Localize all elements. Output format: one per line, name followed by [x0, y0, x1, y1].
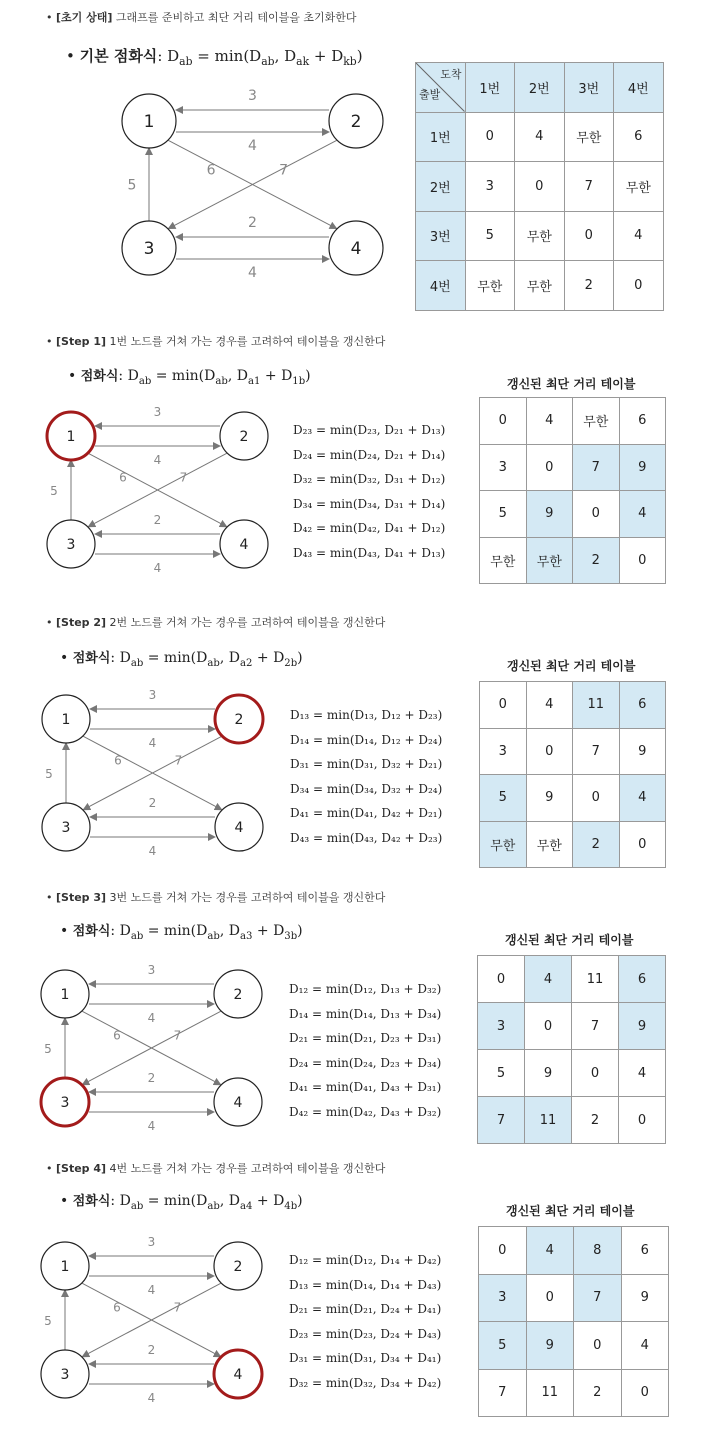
equation-line: D₃₂ = min(D₃₂, D₃₁ + D₁₂)	[293, 472, 446, 486]
section-tag: [Step 2]	[56, 616, 107, 629]
table-cell: 7	[573, 728, 620, 775]
corner-label-dest: 도착	[440, 68, 462, 81]
edge-weight-label: 7	[279, 162, 289, 179]
edge-weight-label: 7	[173, 1028, 182, 1043]
section-tag: [Step 1]	[56, 335, 107, 348]
formula-expression: : $D_{ab} = \min(D_{ab}$, $D_{a2} + D_{2b}$)	[110, 650, 303, 669]
table-cell: 3	[480, 728, 527, 775]
edge-weight-label: 5	[44, 1314, 52, 1328]
equation-line: D₄₁ = min(D₄₁, D₄₃ + D₃₁)	[289, 1080, 442, 1094]
section-heading-text: 1번 노드를 거쳐 가는 경우를 고려하여 테이블을 갱신한다	[106, 335, 386, 348]
table-header-row	[416, 63, 664, 113]
equation-line: D₄₁ = min(D₄₁, D₄₂ + D₂₁)	[290, 806, 443, 820]
bullet-dot-icon: •	[46, 335, 56, 348]
table-cell: 0	[525, 1003, 572, 1050]
table-cell: 0	[621, 1369, 669, 1417]
table-cell: 0	[614, 261, 664, 311]
table-row	[480, 491, 666, 538]
table-row	[480, 775, 666, 822]
equation-line: D₄₂ = min(D₄₂, D₄₃ + D₃₂)	[289, 1104, 442, 1119]
distance-table	[478, 1226, 669, 1417]
table-cell: 9	[525, 1050, 572, 1097]
table-caption: 갱신된 최단 거리 테이블	[505, 933, 634, 947]
node-label: 2	[239, 429, 249, 445]
table-cell: 11	[572, 956, 619, 1003]
edge-weight-label: 7	[179, 470, 188, 485]
table-cell-updated: 3	[479, 1274, 527, 1322]
bullet-dot-icon: •	[46, 1162, 56, 1175]
section-heading	[46, 333, 385, 349]
node-label: 4	[239, 537, 249, 553]
table-cell-updated: 9	[526, 491, 573, 538]
table-cell: 0	[465, 112, 515, 162]
table-cell: 6	[621, 1227, 669, 1275]
equation-line: D₄₂ = min(D₄₂, D₄₁ + D₁₂)	[293, 521, 446, 535]
table-cell: 7	[479, 1369, 527, 1417]
table-row	[480, 821, 666, 868]
table-cell: 0	[619, 1097, 666, 1144]
update-equations	[293, 418, 445, 565]
table-cell: 5	[478, 1050, 525, 1097]
bullet-dot-icon: •	[60, 1193, 73, 1209]
bullet-dot-icon: •	[46, 891, 56, 904]
table-cell-updated: 9	[619, 444, 666, 491]
table-cell-updated: 9	[619, 1003, 666, 1050]
table-row	[480, 537, 666, 584]
table-cell: 0	[572, 1050, 619, 1097]
edge-weight-label: 2	[153, 513, 162, 527]
recurrence-formula	[60, 1190, 303, 1212]
row-header: 3번	[416, 211, 466, 261]
row-header: 1번	[416, 112, 466, 162]
node-label: 3	[60, 1367, 70, 1383]
table-cell: 무한	[614, 162, 664, 212]
equation-line: D₃₄ = min(D₃₄, D₃₂ + D₂₄)	[290, 781, 443, 796]
equation-line: D₂₃ = min(D₂₃, D₂₁ + D₁₃)	[293, 423, 446, 437]
edge-weight-label: 3	[147, 963, 156, 977]
corner-label-src: 출발	[419, 88, 441, 101]
node-label: 4	[234, 820, 244, 836]
row-header: 4번	[416, 261, 466, 311]
table-cell: 0	[573, 491, 620, 538]
node-label: 2	[350, 112, 362, 132]
equation-line: D₄₃ = min(D₄₃, D₄₁ + D₁₃)	[293, 545, 446, 560]
table-row	[416, 162, 664, 212]
table-cell: 무한	[564, 112, 614, 162]
table-cell: 9	[619, 728, 666, 775]
edge-weight-label: 5	[44, 1042, 52, 1056]
table-cell: 무한	[515, 261, 565, 311]
equation-line: D₂₃ = min(D₂₃, D₂₄ + D₄₃)	[289, 1326, 442, 1341]
table-row	[479, 1322, 669, 1370]
table-cell: 3	[465, 162, 515, 212]
column-header: 2번	[515, 63, 565, 113]
equation-line: D₃₁ = min(D₃₁, D₃₂ + D₂₁)	[290, 757, 443, 771]
node-label: 2	[234, 712, 244, 728]
formula-expression: : $D_{ab} = \min(D_{ab}$, $D_{a1} + D_{1b}$)	[118, 368, 311, 387]
edge-weight-label: 4	[248, 265, 257, 281]
table-row	[480, 398, 666, 445]
formula-expression: : $D_{ab} = \min(D_{ab}$, $D_{a3} + D_{3b}$)	[110, 923, 303, 942]
recurrence-formula	[60, 647, 303, 669]
node-label: 2	[233, 1259, 243, 1275]
edge-weight-label: 5	[45, 767, 53, 781]
column-header: 3번	[564, 63, 614, 113]
table-cell: 무한	[573, 398, 620, 445]
equation-line: D₁₃ = min(D₁₄, D₁₄ + D₄₃)	[289, 1277, 442, 1292]
table-cell: 2	[564, 261, 614, 311]
table-row	[480, 728, 666, 775]
edge-weight-label: 4	[147, 1011, 156, 1025]
table-row	[478, 1050, 666, 1097]
equation-line: D₁₄ = min(D₁₄, D₁₂ + D₂₄)	[290, 732, 443, 747]
edge-weight-label: 3	[147, 1235, 156, 1249]
equation-line: D₂₁ = min(D₂₁, D₂₄ + D₄₁)	[289, 1302, 442, 1316]
edge-weight-label: 6	[114, 753, 122, 768]
table-cell-updated: 7	[478, 1097, 525, 1144]
table-cell-updated: 11	[525, 1097, 572, 1144]
node-label: 1	[143, 112, 155, 132]
table-cell: 0	[479, 1227, 527, 1275]
edge-weight-label: 4	[148, 736, 157, 750]
table-cell-updated: 무한	[526, 537, 573, 584]
table-cell-updated: 3	[478, 1003, 525, 1050]
table-row	[416, 211, 664, 261]
distance-table	[415, 62, 664, 311]
table-corner-cell	[416, 63, 466, 113]
node-label: 3	[60, 1095, 70, 1111]
table-cell: 무한	[526, 821, 573, 868]
table-cell-updated: 6	[619, 956, 666, 1003]
edge-weight-label: 4	[248, 138, 257, 154]
section-tag: [Step 4]	[56, 1162, 107, 1175]
table-cell: 0	[478, 956, 525, 1003]
node-label: 1	[61, 712, 71, 728]
edge-weight-label: 2	[148, 796, 157, 810]
edge-weight-label: 4	[147, 1391, 156, 1405]
formula-label: 점화식	[72, 651, 111, 666]
bullet-dot-icon: •	[46, 11, 56, 24]
table-row	[416, 112, 664, 162]
section-heading-text: 그래프를 준비하고 최단 거리 테이블을 초기화한다	[112, 11, 357, 24]
table-cell: 4	[614, 211, 664, 261]
table-row	[480, 682, 666, 729]
row-header: 2번	[416, 162, 466, 212]
edge-weight-label: 5	[127, 177, 137, 194]
bullet-dot-icon: •	[46, 616, 56, 629]
table-cell: 5	[465, 211, 515, 261]
table-row	[479, 1274, 669, 1322]
graph-diagram	[40, 688, 265, 858]
table-cell-updated: 무한	[480, 821, 527, 868]
edge-weight-label: 4	[147, 1283, 156, 1297]
table-cell: 0	[619, 821, 666, 868]
table-cell: 무한	[465, 261, 515, 311]
formula-expression: : $D_{ab} = \min(D_{ab}$, $D_{a4} + D_{4b}$)	[110, 1193, 303, 1212]
table-cell-updated: 4	[526, 1227, 574, 1275]
section-heading-text: 3번 노드를 거쳐 가는 경우를 고려하여 테이블을 갱신한다	[106, 891, 386, 904]
table-cell: 5	[480, 491, 527, 538]
node-label: 4	[350, 239, 362, 259]
table-cell: 4	[621, 1322, 669, 1370]
bullet-dot-icon: •	[60, 923, 73, 939]
bullet-dot-icon: •	[66, 47, 80, 65]
graph-diagram	[120, 88, 385, 281]
table-caption: 갱신된 최단 거리 테이블	[506, 1204, 635, 1218]
graph-diagram	[45, 405, 270, 575]
table-cell-updated: 4	[525, 956, 572, 1003]
recurrence-formula	[60, 920, 303, 942]
table-row	[479, 1369, 669, 1417]
table-cell: 0	[574, 1322, 622, 1370]
node-label: 3	[66, 537, 76, 553]
table-row	[478, 1003, 666, 1050]
section-tag: [초기 상태]	[56, 11, 113, 24]
table-cell-updated: 7	[573, 444, 620, 491]
table-cell-updated: 4	[619, 491, 666, 538]
table-cell: 7	[564, 162, 614, 212]
section-heading	[46, 889, 385, 905]
node-label: 3	[143, 239, 155, 259]
edge-weight-label: 3	[148, 688, 157, 702]
table-cell-updated: 2	[573, 821, 620, 868]
table-cell: 0	[526, 728, 573, 775]
table-cell: 4	[619, 1050, 666, 1097]
table-cell: 0	[480, 398, 527, 445]
edge-weight-label: 3	[248, 88, 257, 104]
equation-line: D₂₁ = min(D₂₁, D₂₃ + D₃₁)	[289, 1031, 442, 1045]
bullet-dot-icon: •	[60, 650, 73, 666]
equation-line: D₁₂ = min(D₁₂, D₁₃ + D₃₂)	[289, 982, 442, 996]
recurrence-formula	[66, 45, 363, 68]
table-cell-updated: 11	[573, 682, 620, 729]
section-heading	[46, 9, 357, 25]
edge-weight-label: 4	[147, 1119, 156, 1133]
equation-line: D₄₃ = min(D₄₃, D₄₂ + D₂₃)	[290, 830, 443, 845]
table-cell: 2	[572, 1097, 619, 1144]
edge-weight-label: 4	[153, 453, 162, 467]
equation-line: D₃₄ = min(D₃₄, D₃₁ + D₁₄)	[293, 496, 446, 511]
node-label: 4	[233, 1367, 243, 1383]
table-cell-updated: 7	[574, 1274, 622, 1322]
table-cell: 9	[526, 775, 573, 822]
table-cell-updated: 5	[479, 1322, 527, 1370]
table-cell: 11	[526, 1369, 574, 1417]
table-caption: 갱신된 최단 거리 테이블	[507, 659, 636, 673]
table-cell: 3	[480, 444, 527, 491]
table-cell: 7	[572, 1003, 619, 1050]
node-label: 1	[60, 1259, 70, 1275]
equation-line: D₃₂ = min(D₃₂, D₃₄ + D₄₂)	[289, 1375, 442, 1390]
edge-weight-label: 6	[113, 1300, 121, 1315]
table-cell-updated: 8	[574, 1227, 622, 1275]
table-cell: 4	[515, 112, 565, 162]
table-cell-updated: 4	[619, 775, 666, 822]
section-tag: [Step 3]	[56, 891, 107, 904]
edge-weight-label: 6	[113, 1028, 121, 1043]
edge-weight-label: 2	[147, 1071, 156, 1085]
equation-line: D₃₁ = min(D₃₁, D₃₄ + D₄₁)	[289, 1351, 442, 1365]
recurrence-formula	[68, 365, 311, 387]
equation-line: D₁₂ = min(D₁₂, D₁₄ + D₄₂)	[289, 1253, 442, 1267]
section-heading	[46, 1160, 385, 1176]
graph-diagram	[39, 1235, 264, 1405]
section-heading-text: 4번 노드를 거쳐 가는 경우를 고려하여 테이블을 갱신한다	[106, 1162, 386, 1175]
table-cell: 2	[574, 1369, 622, 1417]
table-cell: 0	[515, 162, 565, 212]
edge-weight-label: 6	[206, 162, 216, 179]
table-cell: 0	[573, 775, 620, 822]
table-row	[416, 261, 664, 311]
distance-table	[477, 955, 666, 1144]
column-header: 4번	[614, 63, 664, 113]
update-equations	[289, 1248, 441, 1395]
edge-weight-label: 5	[50, 484, 58, 498]
equation-line: D₂₄ = min(D₂₄, D₂₃ + D₃₄)	[289, 1055, 442, 1070]
equation-line: D₂₄ = min(D₂₄, D₂₁ + D₁₄)	[293, 447, 446, 462]
table-cell: 0	[480, 682, 527, 729]
formula-label: 점화식	[80, 369, 119, 384]
table-cell: 6	[614, 112, 664, 162]
distance-table	[479, 397, 666, 584]
formula-label: 점화식	[72, 1194, 111, 1209]
table-cell: 4	[526, 682, 573, 729]
table-cell: 9	[621, 1274, 669, 1322]
table-cell: 0	[564, 211, 614, 261]
edge-weight-label: 4	[153, 561, 162, 575]
node-label: 3	[61, 820, 71, 836]
edge-weight-label: 7	[174, 753, 183, 768]
update-equations	[290, 703, 442, 850]
node-label: 2	[233, 987, 243, 1003]
formula-label: 기본 점화식	[79, 47, 158, 65]
table-cell: 0	[619, 537, 666, 584]
table-caption: 갱신된 최단 거리 테이블	[507, 377, 636, 391]
edge-weight-label: 4	[148, 844, 157, 858]
table-cell-updated: 6	[619, 682, 666, 729]
table-row	[478, 956, 666, 1003]
equation-line: D₁₄ = min(D₁₄, D₁₃ + D₃₄)	[289, 1006, 442, 1021]
edge-weight-label: 3	[153, 405, 162, 419]
edge-weight-label: 6	[119, 470, 127, 485]
update-equations	[289, 977, 441, 1124]
table-cell: 6	[619, 398, 666, 445]
graph-diagram	[39, 963, 264, 1133]
table-cell: 무한	[515, 211, 565, 261]
formula-label: 점화식	[72, 924, 111, 939]
table-cell: 0	[526, 444, 573, 491]
edge-weight-label: 2	[147, 1343, 156, 1357]
section-heading	[46, 614, 385, 630]
table-cell: 4	[526, 398, 573, 445]
table-cell: 무한	[480, 537, 527, 584]
table-row	[479, 1227, 669, 1275]
table-row	[480, 444, 666, 491]
table-cell: 0	[526, 1274, 574, 1322]
node-label: 1	[60, 987, 70, 1003]
column-header: 1번	[465, 63, 515, 113]
table-cell-updated: 9	[526, 1322, 574, 1370]
edge-weight-label: 7	[173, 1300, 182, 1315]
table-cell-updated: 2	[573, 537, 620, 584]
table-cell-updated: 5	[480, 775, 527, 822]
formula-expression: : $D_{ab} = \min(D_{ab}$, $D_{ak} + D_{kb}$)	[157, 47, 363, 68]
edge-weight-label: 2	[248, 215, 257, 231]
bullet-dot-icon: •	[68, 368, 81, 384]
equation-line: D₁₃ = min(D₁₃, D₁₂ + D₂₃)	[290, 708, 443, 722]
node-label: 4	[233, 1095, 243, 1111]
section-heading-text: 2번 노드를 거쳐 가는 경우를 고려하여 테이블을 갱신한다	[106, 616, 386, 629]
node-label: 1	[66, 429, 76, 445]
distance-table	[479, 681, 666, 868]
table-row	[478, 1097, 666, 1144]
